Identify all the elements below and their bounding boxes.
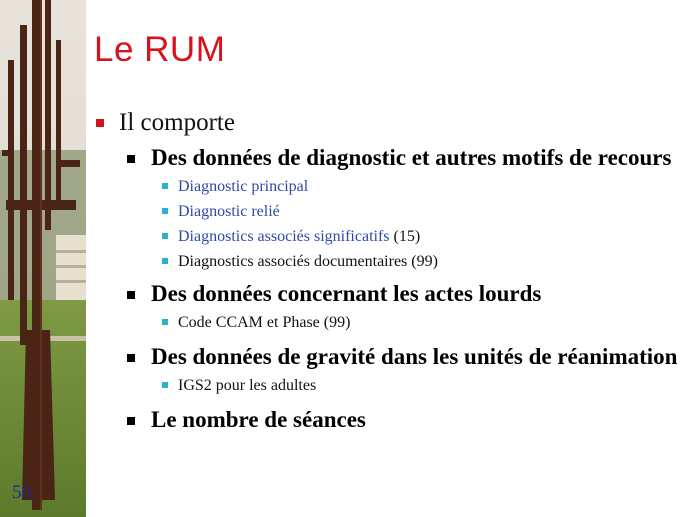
section-diagnostic [127,144,681,172]
item-link-text[interactable]: Diagnostic principal [178,178,309,195]
item-diagnostics-documentaires [162,249,681,274]
red-square-bullet-icon [96,119,104,127]
item-text: IGS2 pour les adultes [178,377,317,394]
teal-square-bullet-icon [162,183,168,189]
sculpture-photo-image [0,0,86,517]
item-diagnostics-significatifs[interactable] [162,224,681,249]
item-text: Diagnostics associés documentaires (99) [178,253,438,270]
section-heading: Le nombre de séances [151,407,366,432]
item-link-text[interactable]: Diagnostics associés significatifs [178,228,390,245]
item-count: (15) [389,228,421,245]
sculpture-photo [0,0,86,517]
slide-number: 50 [12,482,31,503]
teal-square-bullet-icon [162,319,168,325]
item-diagnostic-principal[interactable] [162,174,681,199]
bullet-text: Il comporte [119,109,235,136]
section-heading: Des données concernant les actes lourds [151,281,542,306]
section-heading: Des données de gravité dans les unités de réanimation [151,344,678,369]
teal-square-bullet-icon [162,382,168,388]
section-actes-lourds [127,280,681,308]
teal-square-bullet-icon [162,233,168,239]
black-square-bullet-icon [127,155,135,163]
black-square-bullet-icon [127,417,135,425]
item-igs2 [162,373,681,398]
item-link-text[interactable]: Diagnostic relié [178,203,280,220]
black-square-bullet-icon [127,354,135,362]
item-text: Code CCAM et Phase (99) [178,314,351,331]
section-gravite [127,343,681,371]
section-heading: Des données de diagnostic et autres motifs de recours [151,145,672,170]
item-code-ccam [162,310,681,335]
black-square-bullet-icon [127,291,135,299]
section-seances [127,406,681,434]
slide-title: Le RUM [94,30,226,69]
teal-square-bullet-icon [162,208,168,214]
bullet-il-comporte [96,108,681,138]
item-diagnostic-relie[interactable] [162,199,681,224]
teal-square-bullet-icon [162,258,168,264]
slide-content [96,108,681,434]
